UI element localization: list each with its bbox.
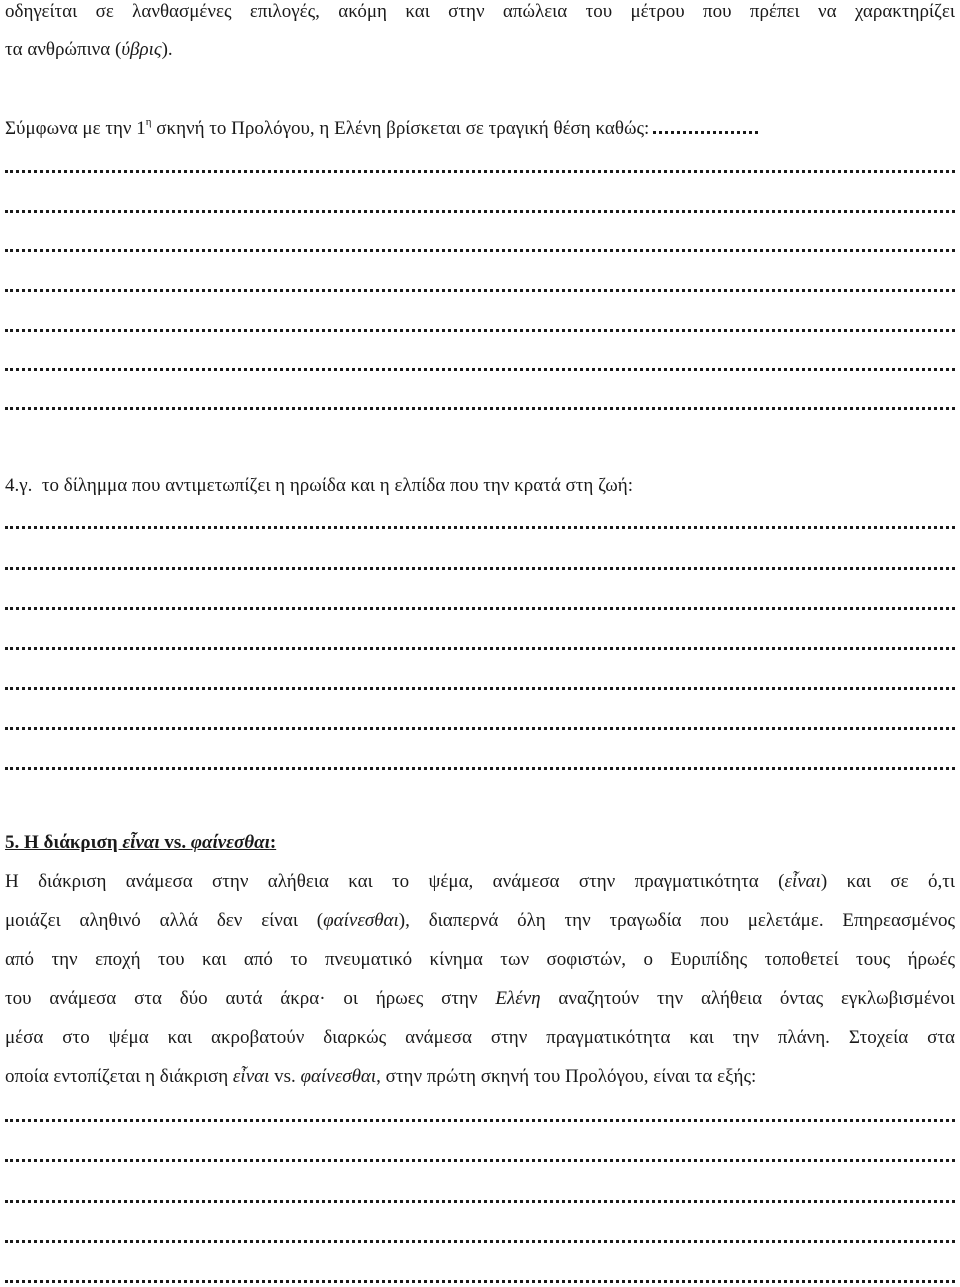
answer-line: [5, 686, 955, 692]
answer-line: [5, 606, 955, 612]
answer-line: [5, 288, 955, 294]
ordinal-superscript: η: [145, 116, 152, 128]
answer-line: [5, 1279, 955, 1285]
paragraph-line-2: [5, 39, 955, 61]
prompt-4c: [5, 475, 955, 497]
answer-line: [5, 566, 955, 572]
answer-line: [5, 209, 955, 215]
italic-term: φαίνεσθαι: [323, 910, 399, 931]
text-span: το δίλημμα που αντιμετωπίζει η ηρωίδα και η ελπίδα που την κρατά στη ζωή:: [41, 475, 633, 496]
text-span: Σύμφωνα με την 1: [5, 118, 146, 139]
text-span: σκηνή το Προλόγου, η Ελένη βρίσκεται σε τραγική θέση καθώς:: [151, 118, 650, 139]
answer-line: [5, 406, 955, 412]
text-span: από την εποχή του και από το πνευματικό κίνημα των σοφιστών, ο Ευριπίδης τοποθετεί τους ήρωές: [5, 949, 955, 970]
section-5-line-5: [5, 1027, 955, 1049]
text-span: τα ανθρώπινα (: [5, 39, 122, 60]
text-span: μοιάζει αληθινό αλλά δεν είναι (: [5, 910, 324, 931]
section-5-line-1: [5, 871, 955, 893]
text-span: vs.: [269, 1066, 301, 1087]
italic-term: φαίνεσθαι: [190, 832, 270, 853]
text-span: 5. Η διάκριση: [5, 832, 123, 853]
answer-line: [5, 525, 955, 531]
answer-line: [5, 1239, 955, 1245]
section-5-line-4: [5, 988, 955, 1010]
text-span: οποία εντοπίζεται η διάκριση: [5, 1066, 233, 1087]
answer-line: [5, 169, 955, 175]
text-span: αναζητούν την αλήθεια όντας εγκλωβισμένοι: [540, 988, 955, 1009]
answer-line: [5, 367, 955, 373]
text-span: ), διαπερνά όλη την τραγωδία που μελετάμε. Επηρεασμένος: [398, 910, 955, 931]
answer-line: [5, 1199, 955, 1205]
text-span: ) και σε ό,τι: [820, 871, 955, 892]
italic-term: εἶναι: [784, 871, 821, 892]
section-5-heading: [5, 832, 955, 854]
text-span: :: [269, 832, 277, 853]
italic-term: ύβρις: [121, 39, 162, 60]
section-5-line-2: [5, 910, 955, 932]
paragraph-line-1: [5, 1, 955, 23]
italic-term: φαίνεσθαι: [300, 1066, 377, 1087]
answer-line: [5, 328, 955, 334]
answer-line: [5, 766, 955, 772]
answer-line: [5, 646, 955, 652]
section-5-line-6: [5, 1066, 955, 1088]
italic-term: Ελένη: [495, 988, 541, 1009]
question-label: 4.γ.: [5, 475, 33, 496]
text-span: , στην πρώτη σκηνή του Προλόγου, είναι τα εξής:: [376, 1066, 757, 1087]
answer-dots: [653, 125, 758, 134]
text-span: του ανάμεσα στα δύο αυτά άκρα· οι ήρωες στην: [5, 988, 496, 1009]
answer-line: [5, 1118, 955, 1124]
answer-line: [5, 248, 955, 254]
text-span: ).: [161, 39, 173, 60]
italic-term: εἶναι: [232, 1066, 270, 1087]
section-5-line-3: [5, 949, 955, 971]
italic-term: εἶναι: [122, 832, 160, 853]
answer-line: [5, 1158, 955, 1164]
text-span: μέσα στο ψέμα και ακροβατούν διαρκώς ανάμεσα στην πραγματικότητα και την πλάνη. Στοχεία στα: [5, 1027, 955, 1048]
prompt-4b: [5, 118, 955, 140]
text-span: οδηγείται σε λανθασμένες επιλογές, ακόμη και στην απώλεια του μέτρου που πρέπει να χαρακτηρίζει: [5, 1, 955, 22]
text-span: vs.: [159, 832, 191, 853]
text-span: Η διάκριση ανάμεσα στην αλήθεια και το ψέμα, ανάμεσα στην πραγματικότητα (: [5, 871, 785, 892]
answer-line: [5, 726, 955, 732]
